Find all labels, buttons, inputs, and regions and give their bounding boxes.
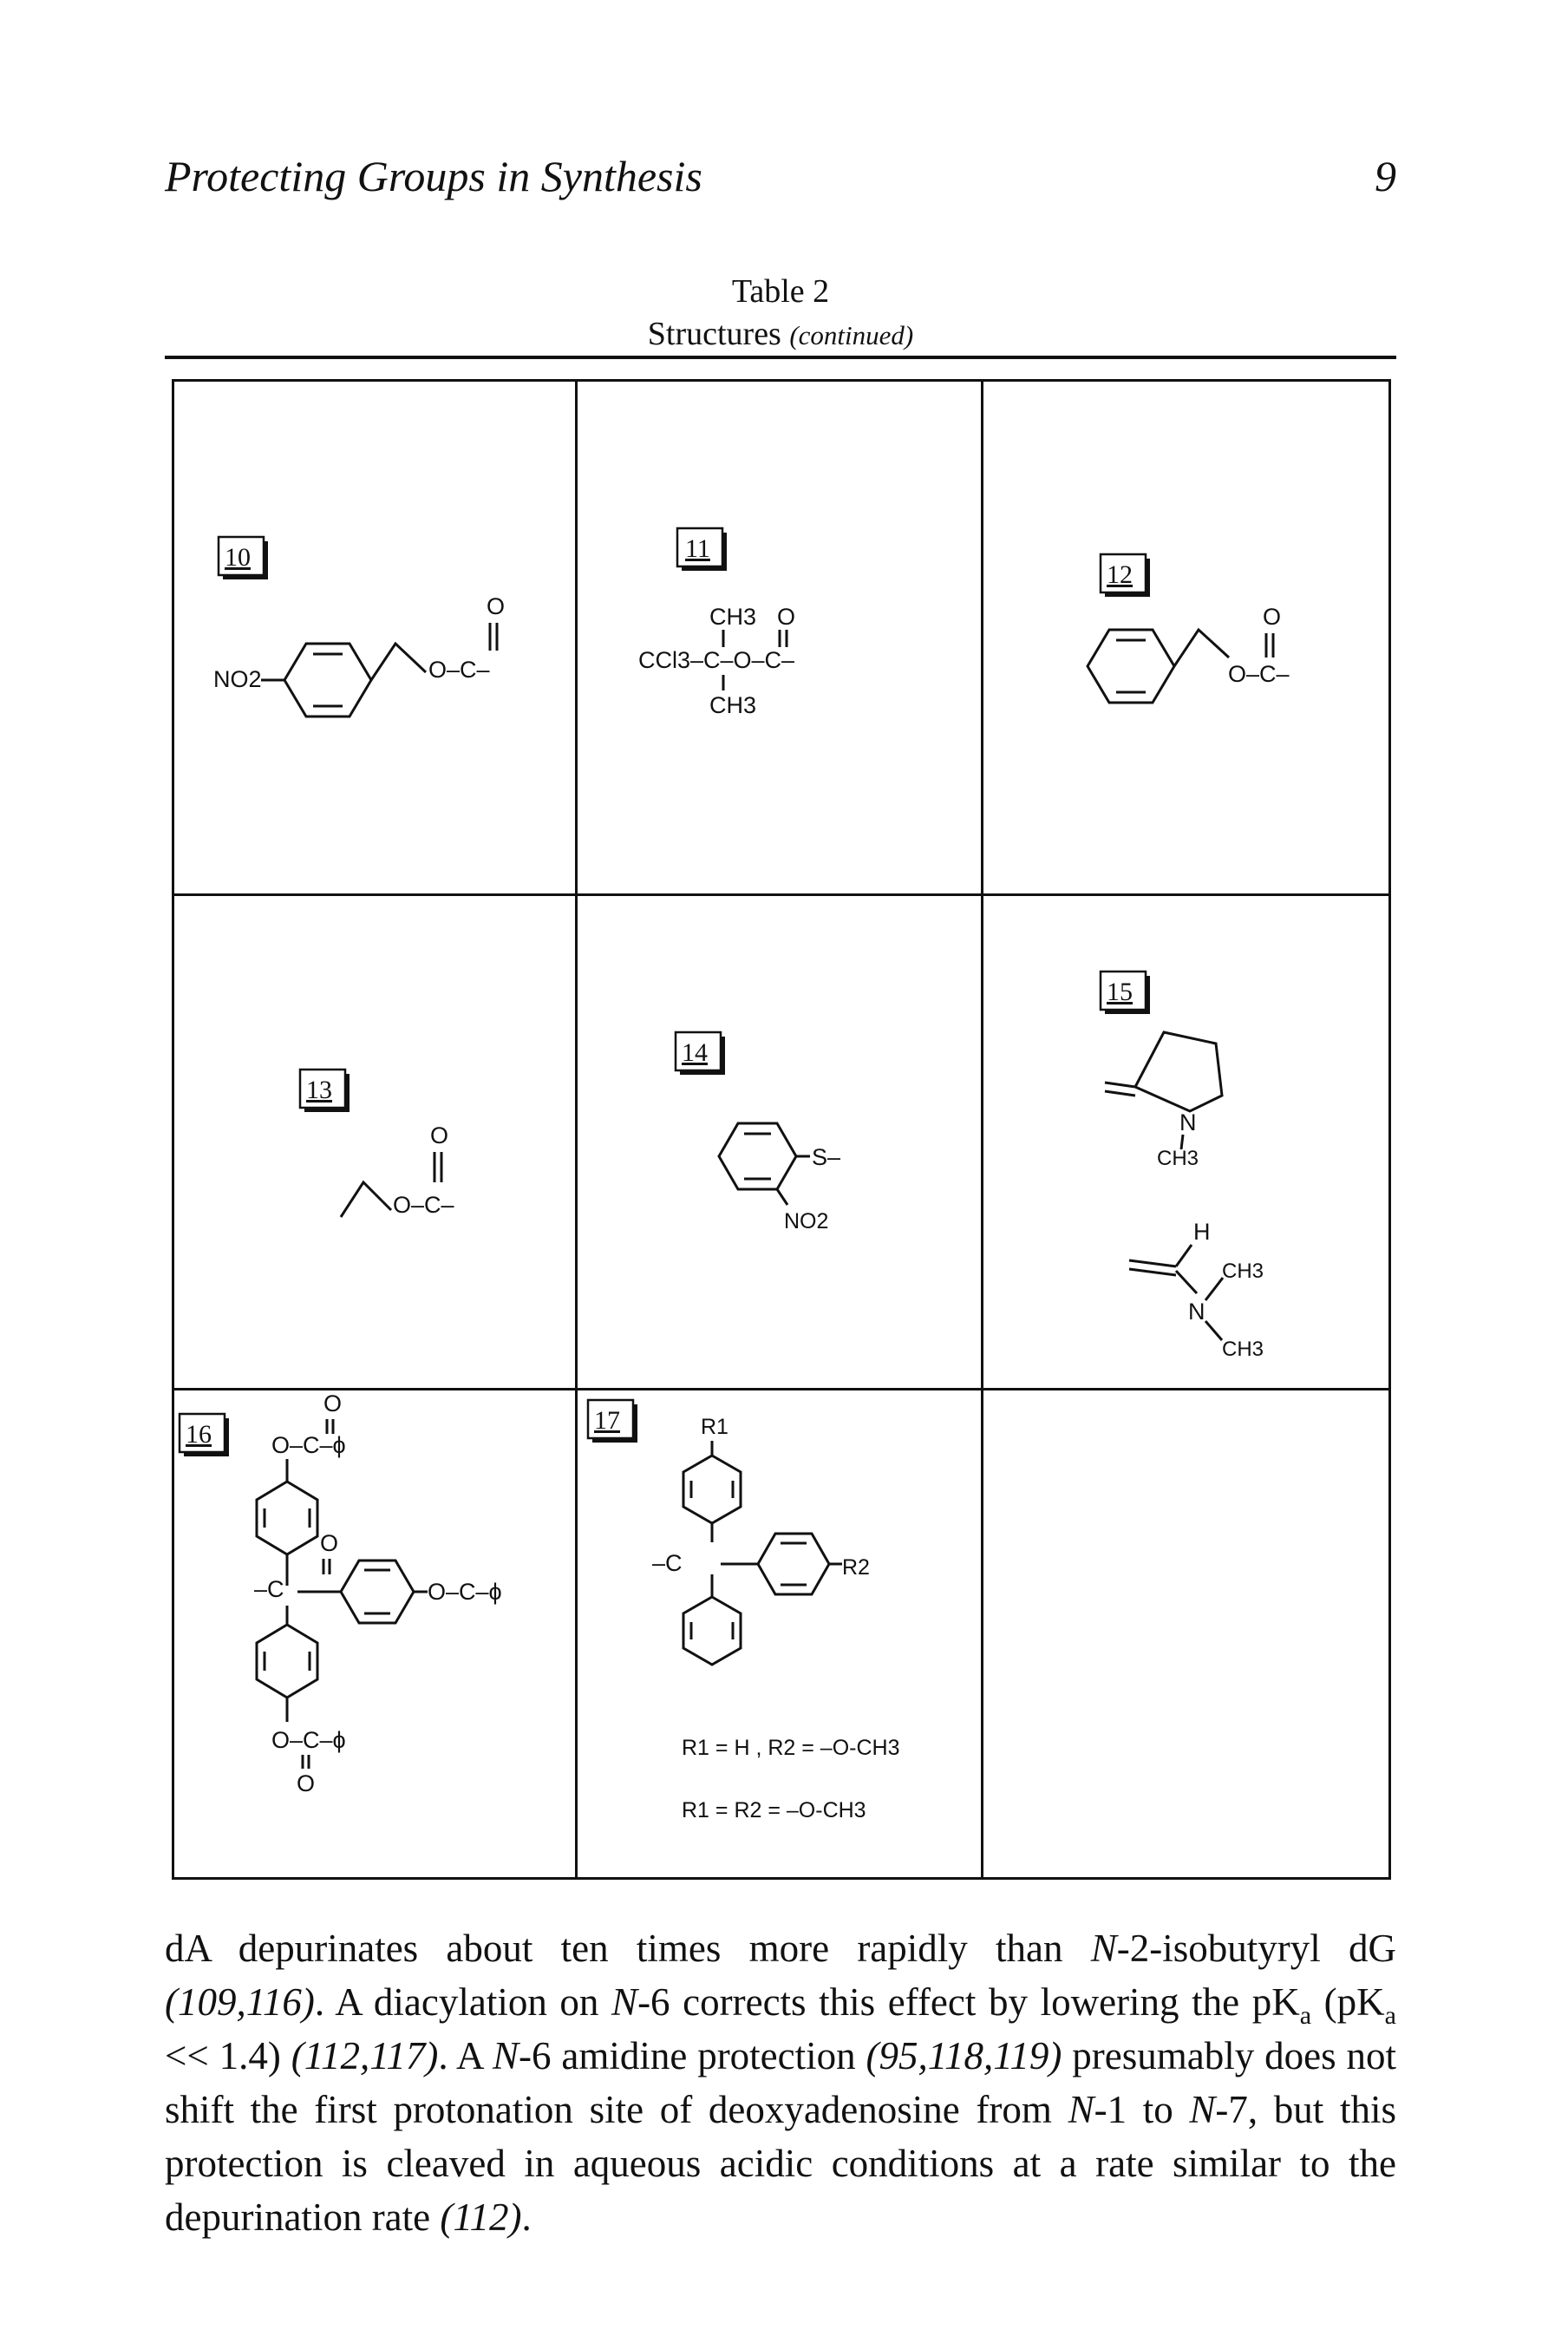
atom-top-ester: O–C–ϕ: [271, 1432, 346, 1458]
structure-13-drawing: [174, 896, 575, 1388]
no2-substituent: NO2: [213, 666, 262, 692]
structure-cell-14: [578, 896, 981, 1388]
body-paragraph: [165, 1921, 1396, 2244]
label-17: 17: [594, 1406, 620, 1435]
atom-ch3-ring: CH3: [1157, 1147, 1199, 1170]
structure-10-drawing: [174, 382, 575, 893]
text-run: pK: [1251, 1980, 1300, 2024]
table-subtitle-note: (continued): [789, 320, 914, 351]
label-box-11: [677, 528, 727, 571]
fragment-ester: O–C–: [393, 1192, 454, 1218]
structure-cell-17: [578, 1390, 981, 1877]
citation: (95,118,119): [866, 2034, 1062, 2077]
label-box-10: [219, 537, 268, 579]
structure-12-drawing: [983, 382, 1388, 893]
fragment-ester: O–C–: [1228, 661, 1290, 687]
text-run: -1 to: [1094, 2088, 1190, 2131]
fragment-carbonyl-o: O: [487, 593, 506, 619]
citation: (109,116): [165, 1980, 315, 2024]
text-run: -6 amidine protection: [518, 2034, 866, 2077]
subscript: a: [1299, 2001, 1312, 2030]
structure-cell-15: [983, 896, 1388, 1388]
text-run: dA depurinates about ten times more rapidly than: [165, 1927, 1091, 1970]
atom-r2: R2: [842, 1555, 870, 1580]
structure-cell-16: [174, 1390, 575, 1877]
atom-o: O: [777, 604, 796, 630]
atom-o-right-carbonyl: O: [320, 1530, 339, 1556]
label-12: 12: [1107, 560, 1133, 589]
text-run: -2-isobutyryl dG: [1116, 1927, 1397, 1970]
atom-bottom-ester: O–C–ϕ: [271, 1727, 346, 1753]
atom-central-carbon: –C: [254, 1576, 284, 1602]
structure-15-drawing: [983, 896, 1388, 1388]
structure-17-drawing: [578, 1390, 981, 1877]
atom-o-bottom-carbonyl: O: [297, 1770, 316, 1796]
label-box-13: [300, 1070, 350, 1112]
label-13: 13: [306, 1076, 332, 1104]
table-subtitle-text: Structures: [647, 316, 781, 353]
structure-cell-13: [174, 896, 575, 1388]
label-10: 10: [225, 543, 251, 572]
structures-table: [172, 379, 1391, 1880]
citation: (112,117): [291, 2034, 439, 2077]
atom-no2: NO2: [784, 1209, 829, 1233]
structure-16-drawing: [174, 1390, 575, 1877]
table-caption: [165, 271, 1396, 357]
fragment-ester: O–C–: [428, 657, 490, 683]
label-box-16: [180, 1414, 229, 1456]
label-14: 14: [682, 1038, 708, 1067]
page-number: 9: [1375, 152, 1396, 200]
label-box-12: [1101, 554, 1150, 597]
atom-ch3-bottom: CH3: [709, 692, 757, 718]
structure-cell-12: [983, 382, 1388, 893]
label-box-14: [676, 1032, 725, 1075]
empty-cell: [983, 1390, 1388, 1877]
citation: (112): [440, 2195, 522, 2239]
subscript: a: [1384, 2001, 1396, 2030]
atom-central-carbon: –C: [652, 1550, 683, 1576]
table-title: Table 2: [731, 273, 830, 310]
text-run: -6 corrects this effect by lowering the: [637, 1980, 1240, 2024]
structure-14-drawing: [578, 896, 981, 1388]
text-run-italic: N: [492, 2034, 519, 2077]
text-run: .: [521, 2195, 532, 2239]
atom-r1: R1: [701, 1415, 728, 1439]
atom-h: H: [1193, 1219, 1211, 1245]
atom-n-amidine: N: [1188, 1299, 1205, 1325]
label-box-17: [588, 1400, 637, 1443]
text-run-italic: N: [1189, 2088, 1216, 2131]
table-top-rule: [165, 356, 1396, 359]
paragraph-text: [165, 1921, 1396, 2244]
structure-cell-10: [174, 382, 575, 893]
running-title: Protecting Groups in Synthesis: [165, 152, 702, 200]
fragment-carbonyl-o: O: [430, 1122, 449, 1148]
text-run: . A diacylation on: [314, 1980, 612, 2024]
text-run: -7, but this protection is cleaved in aqueous acidic conditions at a rate similar to the depurination rate: [165, 2088, 1396, 2239]
fragment-carbonyl-o: O: [1263, 604, 1282, 630]
text-run: . A: [438, 2034, 493, 2077]
text-run-italic: N: [611, 1980, 638, 2024]
structure-cell-11: [578, 382, 981, 893]
text-run: << 1.4): [165, 2034, 291, 2077]
label-11: 11: [685, 534, 710, 563]
atom-o-top-carbonyl: O: [323, 1390, 343, 1417]
atom-ch3-top: CH3: [709, 604, 757, 630]
substitution-note-2: R1 = R2 = –O-CH3: [682, 1798, 866, 1822]
atom-right-ester: O–C–ϕ: [428, 1579, 502, 1605]
label-15: 15: [1107, 978, 1133, 1006]
table-subtitle: [165, 313, 1396, 356]
atom-ccl3-chain: CCl3–C–O–C–: [638, 647, 795, 673]
substitution-note-1: R1 = H , R2 = –O-CH3: [682, 1736, 900, 1760]
atom-n-ring: N: [1179, 1109, 1197, 1135]
atom-ch3-upper: CH3: [1222, 1260, 1264, 1283]
label-16: 16: [186, 1420, 212, 1449]
structure-11-drawing: [578, 382, 981, 893]
text-run: (pK: [1311, 1980, 1385, 2024]
text-run-italic: N: [1090, 1927, 1117, 1970]
label-box-15: [1101, 972, 1150, 1014]
text-run-italic: N: [1068, 2088, 1094, 2131]
atom-ch3-lower: CH3: [1222, 1338, 1264, 1361]
text-run: presumably does not shift the first protonation site of deoxyadenosine from: [165, 2034, 1396, 2131]
atom-s: S–: [812, 1144, 841, 1170]
